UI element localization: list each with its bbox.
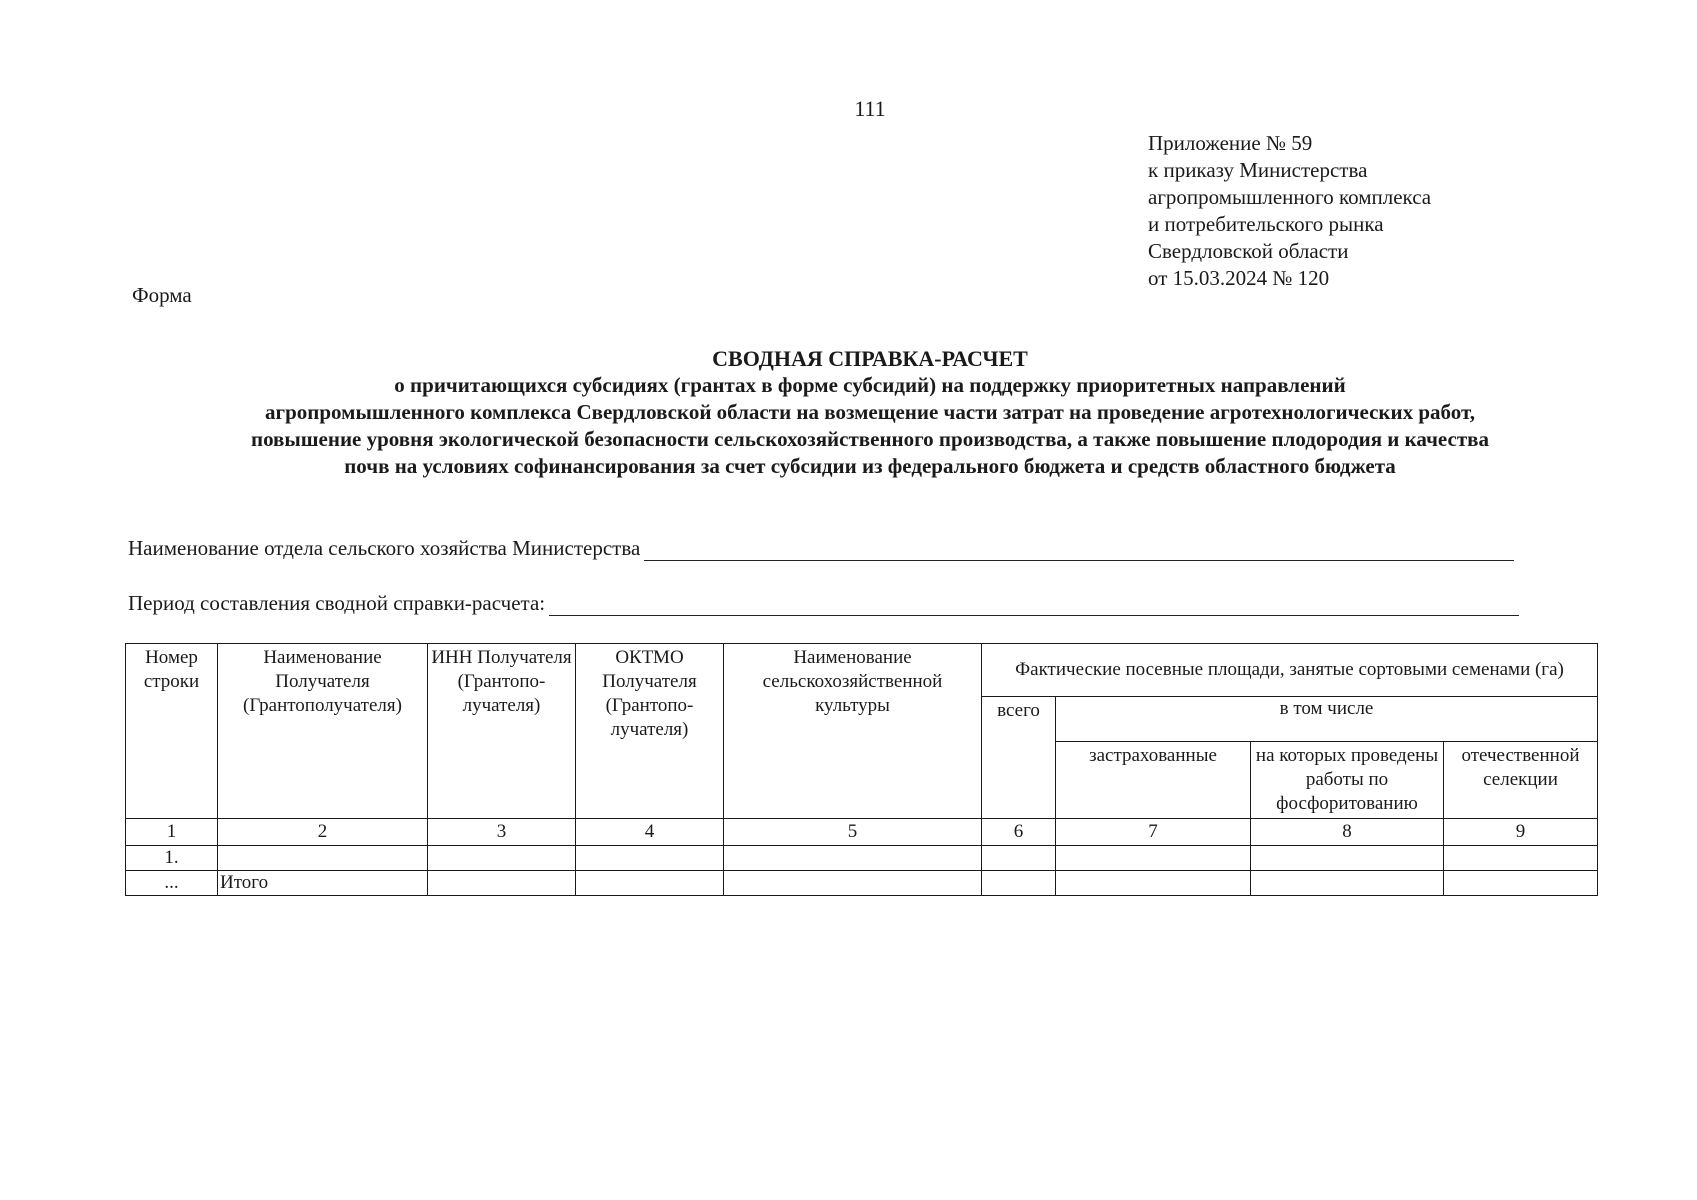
title-main: СВОДНАЯ СПРАВКА-РАСЧЕТ [712,346,1028,371]
table-cell[interactable] [1056,846,1251,871]
header-oktmo: ОКТМО Получателя (Грантопо-лучателя) [576,644,724,819]
table-cell[interactable] [428,846,576,871]
table-cell[interactable] [576,846,724,871]
header-phosphorite: на которых проведены работы по фосфоритованию [1251,742,1444,819]
column-number: 3 [428,819,576,846]
title-line: агропромышленного комплекса Свердловской области на возмещение части затрат на проведение агротехнологических работ, [265,400,1475,424]
column-number: 9 [1444,819,1598,846]
appendix-line: Приложение № 59 [1148,131,1313,155]
header-total: всего [982,697,1056,819]
summary-table [125,643,1598,896]
column-number: 8 [1251,819,1444,846]
title-line: о причитающихся субсидиях (грантах в форме субсидий) на поддержку приоритетных направлений [394,373,1346,397]
table-cell[interactable] [1251,846,1444,871]
header-including: в том числе [1056,697,1598,742]
column-number: 7 [1056,819,1251,846]
appendix-line: агропромышленного комплекса [1148,185,1432,209]
table-cell[interactable] [724,871,982,896]
period-field [128,591,1519,616]
department-input-line[interactable] [644,540,1514,561]
column-number: 5 [724,819,982,846]
period-label: Период составления сводной справки-расчета: [128,591,546,615]
column-number-row [126,819,1598,846]
document-title [120,345,1620,480]
department-field [128,536,1514,561]
column-number: 2 [218,819,428,846]
header-domestic: отечественной селекции [1444,742,1598,819]
table-cell[interactable] [428,871,576,896]
total-label: Итого [218,871,428,896]
form-label: Форма [132,283,192,307]
table-cell[interactable] [724,846,982,871]
table-cell[interactable] [1444,846,1598,871]
table-cell[interactable] [982,846,1056,871]
total-row [126,871,1598,896]
appendix-line: от 15.03.2024 № 120 [1148,266,1330,290]
column-number: 4 [576,819,724,846]
table-row [126,846,1598,871]
title-line: почв на условиях софинансирования за счет субсидии из федерального бюджета и средств областного бюджета [344,454,1396,478]
appendix-line: и потребительского рынка [1148,212,1384,236]
header-row [126,644,1598,697]
header-crop-name: Наименование сельскохозяйственной культуры [724,644,982,819]
table-cell[interactable] [1251,871,1444,896]
column-number: 1 [126,819,218,846]
appendix-line: Свердловской области [1148,239,1349,263]
header-row-number: Номер строки [126,644,218,819]
header-actual-areas: Фактические посевные площади, занятые сортовыми семенами (га) [982,644,1598,697]
header-inn: ИНН Получателя (Грантопо-лучателя) [428,644,576,819]
header-recipient-name: Наименование Получателя (Грантополучателя) [218,644,428,819]
page-number: 111 [854,96,886,121]
table-cell[interactable] [1444,871,1598,896]
title-line: повышение уровня экологической безопасности сельскохозяйственного производства, а также повышение плодородия и качества [250,427,1489,451]
header-insured: застрахованные [1056,742,1251,819]
table-cell[interactable] [1056,871,1251,896]
appendix-line: к приказу Министерства [1148,158,1368,182]
column-number: 6 [982,819,1056,846]
table-cell[interactable] [576,871,724,896]
table-cell[interactable] [982,871,1056,896]
row-index: 1. [126,846,218,871]
department-label: Наименование отдела сельского хозяйства Министерства [128,536,641,560]
row-index: ... [126,871,218,896]
period-input-line[interactable] [549,595,1519,616]
appendix-block [1148,130,1431,292]
table-cell[interactable] [218,846,428,871]
